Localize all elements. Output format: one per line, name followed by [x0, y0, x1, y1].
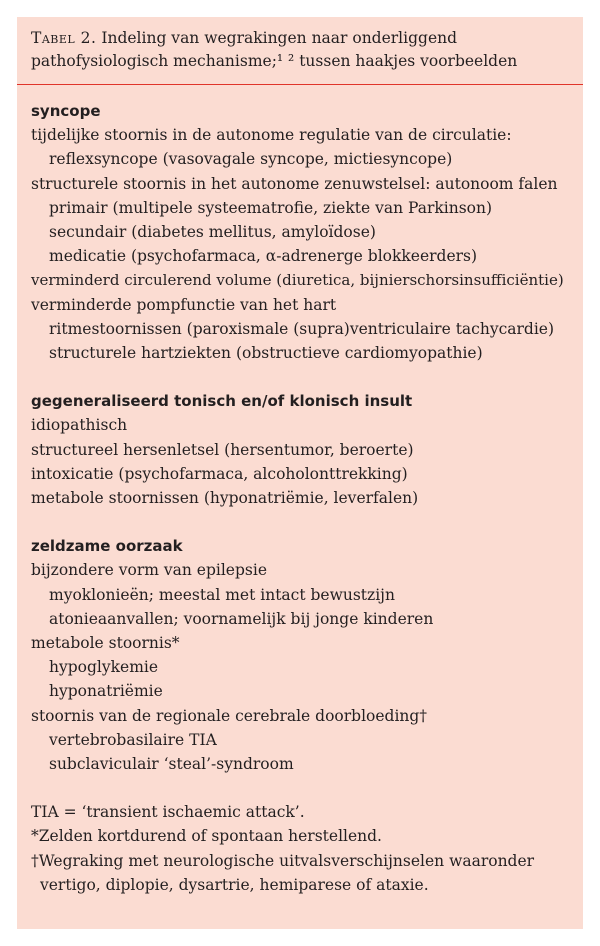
list-item: tijdelijke stoornis in de autonome regulatie van de circulatie: reflexsyncope (vasovagale syncope, mictiesyncope)	[31, 126, 512, 169]
list-subitem: structurele hartziekten (obstructieve cardiomyopathie)	[49, 344, 483, 363]
footnote: †Wegraking met neurologische uitvalsverschijnselen waaronder vertigo, diplopie, dysartrie, hemiparese of ataxie.	[31, 851, 535, 894]
section-heading: gegeneraliseerd tonisch en/of klonisch insult	[31, 392, 413, 411]
list-subitem: myoklonieën; meestal met intact bewustzijn	[49, 585, 395, 604]
section-syncope	[31, 99, 569, 365]
table-body	[17, 85, 583, 897]
list-item: metabole stoornissen (hyponatriëmie, leverfalen)	[31, 489, 419, 508]
list-item: idiopathisch	[31, 416, 128, 435]
list-subitem: hyponatriëmie	[49, 682, 163, 701]
section-zeldzame-oorzaak	[31, 534, 569, 776]
list-subitem: hypoglykemie	[49, 658, 159, 677]
list-item: verminderd circulerend volume (diuretica, bijnierschorsinsufficiëntie)	[31, 271, 564, 290]
list-item: stoornis van de regionale cerebrale doorbloeding†	[31, 706, 428, 725]
list-subitem: primair (multipele systeematrofie, ziekte van Parkinson)	[49, 198, 493, 217]
list-subitem: subclaviculair ‘steal’-syndroom	[49, 755, 294, 774]
list-item: bijzondere vorm van epilepsie	[31, 561, 267, 580]
footnote: TIA = ‘transient ischaemic attack’.	[31, 803, 305, 822]
list-item: intoxicatie (psychofarmaca, alcoholonttrekking)	[31, 464, 408, 483]
list-subitem: vertebrobasilaire TIA	[49, 730, 217, 749]
list-subitem: medicatie (psychofarmaca, α-adrenerge blokkeerders)	[49, 247, 478, 266]
footnote: *Zelden kortdurend of spontaan herstellend.	[31, 827, 382, 846]
list-item: verminderde pompfunctie van het hart	[31, 295, 337, 314]
table-caption	[17, 17, 583, 85]
list-item: structurele stoornis in het autonome zenuwstelsel: autonoom falen	[31, 174, 558, 193]
table-label: Tabel 2.	[31, 29, 97, 47]
section-heading: zeldzame oorzaak	[31, 537, 183, 556]
list-subitem: atonieaanvallen; voornamelijk bij jonge kinderen	[49, 609, 434, 628]
list-item: structureel hersenletsel (hersentumor, beroerte)	[31, 440, 414, 459]
list-item: metabole stoornis*	[31, 634, 180, 653]
table-2	[17, 17, 583, 929]
table-footnotes	[31, 800, 569, 897]
list-subitem: ritmestoornissen (paroxismale (supra)ventriculaire tachycardie)	[49, 319, 555, 338]
section-heading: syncope	[31, 102, 101, 120]
table-title: Indeling van wegrakingen naar onderliggend pathofysiologisch mechanisme;¹ ² tussen haakjes voorbeelden	[31, 29, 518, 70]
list-subitem: secundair (diabetes mellitus, amyloïdose)	[49, 223, 376, 242]
section-insult	[31, 389, 569, 510]
